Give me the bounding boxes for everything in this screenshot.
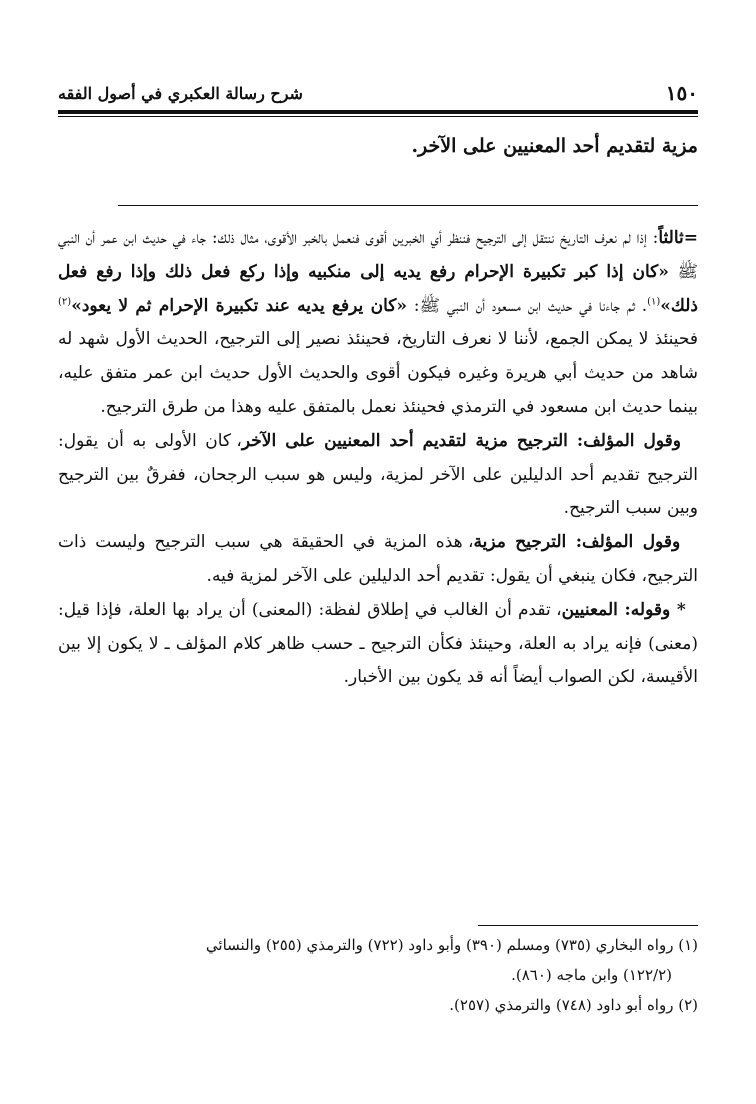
paragraph-lead: وقول المؤلف: الترجيح مزية لتقديم أحد المعنيين على الآخر	[241, 430, 681, 451]
page-number: ١٥٠	[665, 81, 698, 105]
hadith-quote: «كان إذا كبر تكبيرة الإحرام رفع يديه إلى منكبيه وإذا ركع فعل ذلك وإذا رفع فعل ذلك»	[58, 261, 698, 316]
footnote-1-continued: (١٢٢/٢) وابن ماجه (٨٦٠).	[511, 966, 672, 984]
paragraph-thirdly	[58, 222, 698, 425]
footnote-ref[interactable]: (٢)	[58, 295, 72, 307]
footnote-2: (٢) رواه أبو داود (٧٤٨) والترمذي (٢٥٧).	[449, 996, 698, 1014]
running-title: شرح رسالة العكبري في أصول الفقه	[58, 83, 303, 103]
page-header	[58, 78, 698, 108]
intro-line: مزية لتقديم أحد المعنيين على الآخر.	[411, 135, 698, 157]
paragraph-text: ، تقدم أن الغالب في إطلاق لفظة: (المعنى) أن يراد بها العلة، فإذا قيل: (معنى) فإنه يراد به العلة، وحينئذ فكأن الترجيح ـ حسب ظاهر كلام المؤلف ـ لا يكون إلا بين الأقيسة، لكن الصواب أيضاً أنه قد يكون بين الأخبار.	[58, 599, 698, 688]
section-separator	[118, 205, 698, 206]
paragraph-author-definition	[58, 425, 698, 526]
hadith-quote: «كان يرفع يديه عند تكبيرة الإحرام ثم لا يعود»	[71, 295, 407, 316]
paragraph-text: . ثم جاءنا في حديث ابن مسعود أن النبي ﷺ:	[413, 295, 648, 316]
paragraph-lead: =ثالثاً	[658, 228, 698, 248]
header-rule-thick	[58, 110, 698, 114]
footnotes	[58, 930, 698, 1020]
main-text	[58, 222, 698, 695]
paragraph-text: فحينئذ لا يمكن الجمع، لأننا لا نعرف التاريخ، فحينئذ نصير إلى الترجيح، الحديث الأول شهد له شاهد من حديث أبي هريرة وغيره فيكون أقوى والحديث الأول حديث ابن عمر متفق عليه، بينما حديث ابن مسعود في الترمذي فحينئذ نعمل بالمتفق عليه وهذا من طرق الترجيح.	[58, 329, 698, 417]
header-rule-thin	[58, 116, 698, 117]
paragraph-text: ، كان الأولى به أن يقول: الترجيح تقديم أحد الدليلين على الآخر لمزية، وليس هو سبب الرجحان، ففرقٌ بين الترجيح وبين سبب الترجيح.	[58, 430, 698, 519]
footnote-1: (١) رواه البخاري (٧٣٥) ومسلم (٣٩٠) وأبو داود (٧٢٢) والترمذي (٢٥٥) والنسائي	[205, 936, 698, 954]
paragraph-two-meanings	[58, 594, 698, 695]
footnote-ref[interactable]: (١)	[647, 295, 661, 307]
paragraph-text: ، هذه المزية في الحقيقة هي سبب الترجيح وليست ذات الترجيح، فكان ينبغي أن يقول: تقديم أحد الدليلين على الآخر لمزية فيه.	[58, 532, 698, 586]
paragraph-lead: وقول المؤلف: الترجيح مزية	[473, 532, 681, 553]
paragraph-author-advantage	[58, 526, 698, 594]
paragraph-text: : إذا لم نعرف التاريخ ننتقل إلى الترجيح فننظر أي الخبرين أقوى فنعمل بالخبر الأقوى، مثال ذلك: جاء في حديث ابن عمر أن النبي ﷺ	[58, 228, 699, 282]
paragraph-lead: * وقوله: المعنيين	[561, 599, 686, 620]
footnote-rule	[478, 925, 698, 926]
